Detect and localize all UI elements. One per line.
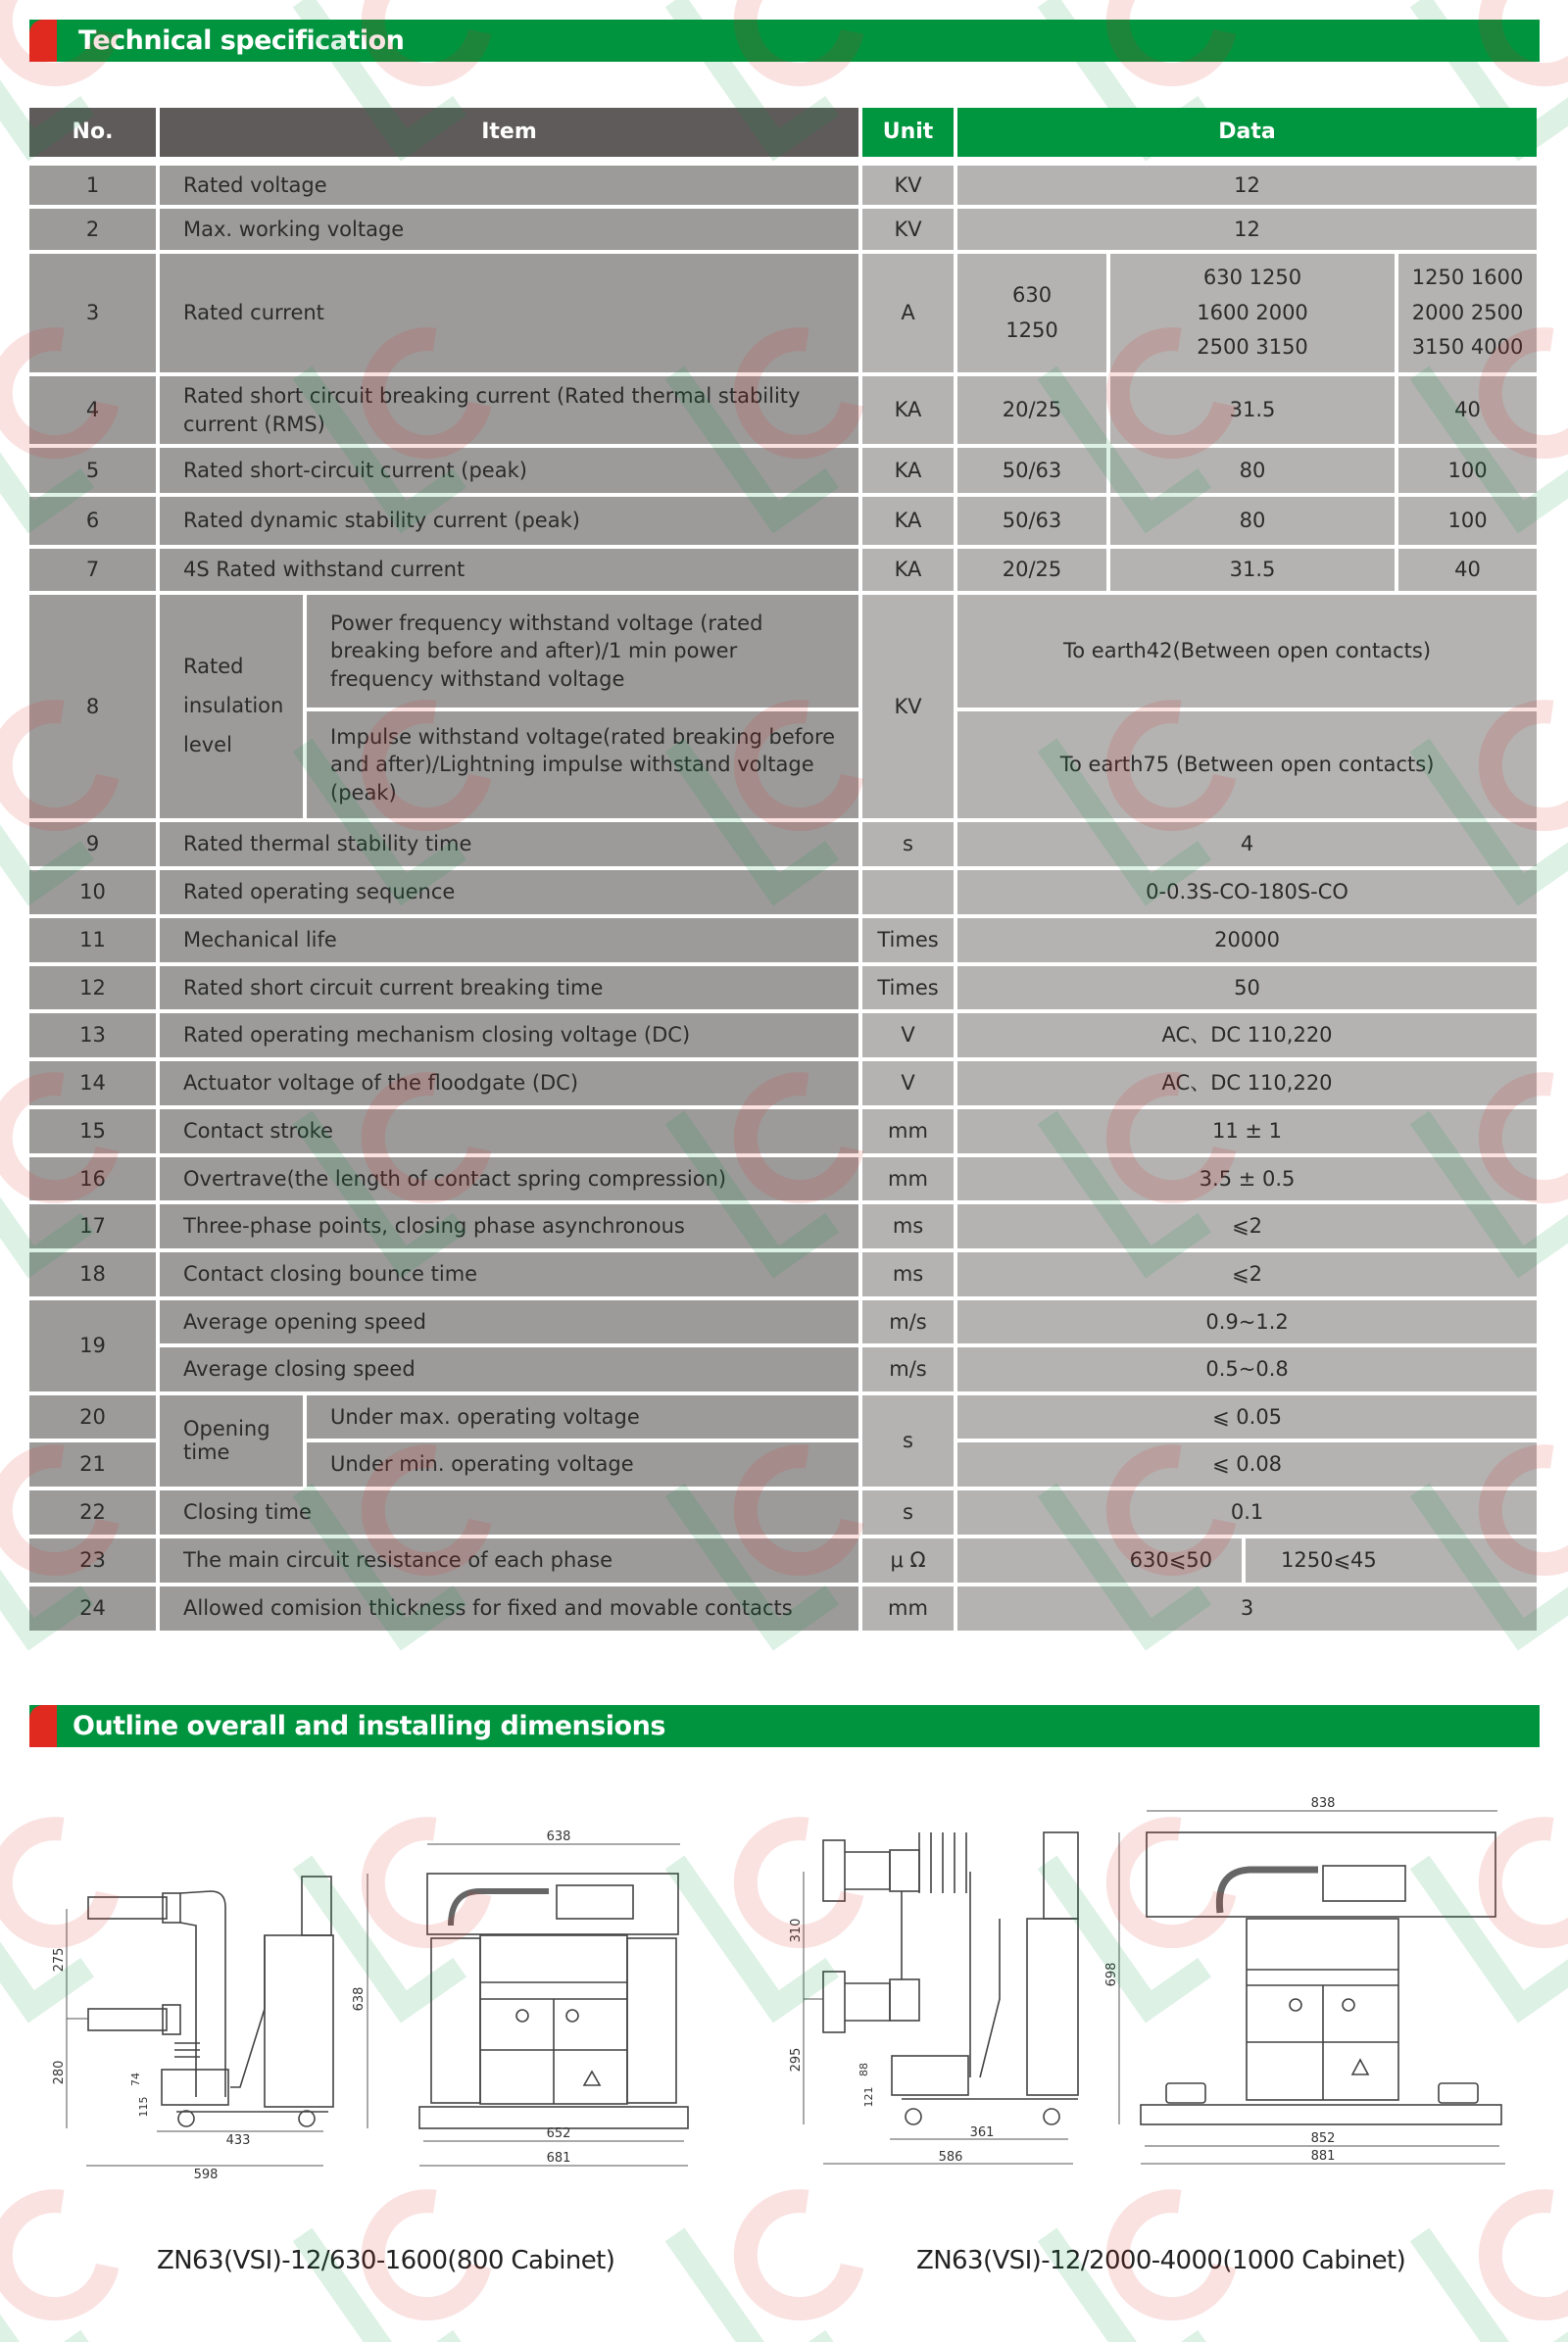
row-data-col2: 80	[1110, 497, 1398, 549]
header-unit: Unit	[862, 108, 957, 166]
row-data: 0.1	[957, 1490, 1537, 1538]
dim-label: 115	[137, 2096, 150, 2118]
row-no: 24	[29, 1586, 160, 1631]
truck-base	[419, 2107, 688, 2128]
dim-label: 838	[1310, 1796, 1336, 1811]
section-header-outline-dimensions	[29, 1705, 1540, 1747]
row-data: 3.5 ± 0.5	[957, 1157, 1537, 1204]
dim-label: 433	[225, 2133, 251, 2148]
mechanism-block	[892, 2056, 968, 2095]
row-data: ⩽ 0.05	[957, 1395, 1537, 1442]
dim-label: 698	[1104, 1962, 1119, 1987]
header-item: Item	[160, 108, 862, 166]
row-item: Rated dynamic stability current (peak)	[160, 497, 862, 549]
row-item: Allowed comision thickness for fixed and movable contacts	[160, 1586, 862, 1631]
row-no: 4	[29, 376, 160, 448]
row-unit: ms	[862, 1252, 957, 1300]
drawing-1-front-view	[412, 1823, 735, 2185]
row-no: 21	[29, 1442, 160, 1490]
dim-label: 638	[546, 1830, 571, 1844]
row-item: Rated short circuit breaking current (Rated thermal stability current (RMS)	[160, 376, 862, 448]
dim-label: 310	[789, 1918, 804, 1943]
row-data: AC、DC 110,220	[957, 1061, 1537, 1109]
table-row	[29, 1347, 1537, 1395]
row-item: Average closing speed	[160, 1347, 862, 1395]
value: 1250 1600	[1411, 265, 1524, 289]
row-item: Rated voltage	[160, 166, 862, 209]
row-unit: ms	[862, 1204, 957, 1252]
table-row	[29, 1013, 1537, 1061]
row-unit: mm	[862, 1109, 957, 1157]
row-unit: V	[862, 1013, 957, 1061]
row-unit: mm	[862, 1586, 957, 1631]
cable-chain	[1219, 1870, 1318, 1913]
lower-contact-arm	[823, 1972, 919, 2032]
upper-contact-arm	[88, 1891, 225, 2097]
group-label-line: Opening	[183, 1417, 270, 1441]
table-row	[29, 870, 1537, 918]
row-unit: m/s	[862, 1347, 957, 1395]
row-no: 14	[29, 1061, 160, 1109]
row-data-col3: 100	[1398, 497, 1537, 549]
row-unit: Times	[862, 966, 957, 1013]
dim-label: 586	[938, 2150, 963, 2165]
drawing-2-front-view	[1127, 1783, 1519, 2185]
row-data: To earth42(Between open contacts)	[957, 595, 1537, 711]
mechanism-block	[162, 2070, 228, 2105]
row-data: ⩽2	[957, 1252, 1537, 1300]
row-group-label	[160, 595, 307, 822]
row-data: ⩽ 0.08	[957, 1442, 1537, 1490]
row-no: 9	[29, 822, 160, 870]
row-data-col3: 40	[1398, 549, 1537, 595]
section-accent	[29, 20, 57, 62]
row-data: 12	[957, 166, 1537, 209]
value: 2000 2500	[1411, 300, 1524, 324]
row-item: 4S Rated withstand current	[160, 549, 862, 595]
drawing-2-caption: ZN63(VSI)-12/2000-4000(1000 Cabinet)	[916, 2246, 1406, 2275]
row-data-col3	[1398, 254, 1537, 376]
row-group-label	[160, 1395, 307, 1490]
row-data-col2: 80	[1110, 448, 1398, 497]
value: 3150 4000	[1411, 335, 1524, 360]
row-item: Contact stroke	[160, 1109, 862, 1157]
row-item: Closing time	[160, 1490, 862, 1538]
row-data: 12	[957, 209, 1537, 254]
row-data: 3	[957, 1586, 1537, 1631]
drawing-1-side-view	[29, 1813, 421, 2185]
section-accent	[29, 1705, 57, 1747]
row-no: 8	[29, 595, 160, 822]
row-no: 3	[29, 254, 160, 376]
table-row	[29, 1109, 1537, 1157]
table-row	[29, 1490, 1537, 1538]
row-unit	[862, 870, 957, 918]
table-row	[29, 549, 1537, 595]
row-item: Rated current	[160, 254, 862, 376]
table-row	[29, 966, 1537, 1013]
row-unit: A	[862, 254, 957, 376]
row-data-col1	[957, 254, 1110, 376]
dim-label: 852	[1310, 2131, 1336, 2146]
closing-button-icon	[566, 2010, 578, 2022]
row-data-col1: 20/25	[957, 376, 1110, 448]
group-label-line: level	[183, 732, 232, 756]
row-subitem: Under min. operating voltage	[307, 1442, 862, 1490]
row-data-col2	[1110, 254, 1398, 376]
section-title: Outline overall and installing dimensions	[73, 1711, 665, 1741]
cable-chain	[451, 1891, 549, 1926]
chassis	[176, 1877, 333, 2126]
truck-base	[1141, 2105, 1501, 2124]
section-header-technical-specification	[29, 20, 1540, 62]
insulator-fins	[902, 1832, 970, 2077]
row-unit: Times	[862, 918, 957, 966]
dim-label: 295	[789, 2047, 804, 2073]
row-unit: s	[862, 822, 957, 870]
row-no: 18	[29, 1252, 160, 1300]
top-frame	[427, 1874, 678, 1934]
row-no: 15	[29, 1109, 160, 1157]
value: 1250	[1005, 317, 1058, 342]
row-unit: KV	[862, 209, 957, 254]
value: 2500 3150	[1197, 335, 1308, 360]
row-data-col1: 20/25	[957, 549, 1110, 595]
row-no: 2	[29, 209, 160, 254]
table-row	[29, 1204, 1537, 1252]
row-no: 1	[29, 166, 160, 209]
row-subitem: Power frequency withstand voltage (rated breaking before and after)/1 min power frequency withstand voltage	[307, 595, 862, 711]
row-no: 5	[29, 448, 160, 497]
table-header-row	[29, 108, 1537, 166]
handle-box	[1323, 1866, 1405, 1901]
row-unit: KV	[862, 166, 957, 209]
dimension-lines	[804, 1832, 1119, 2164]
table-row	[29, 448, 1537, 497]
row-item: Mechanical life	[160, 918, 862, 966]
header-no: No.	[29, 108, 160, 166]
row-unit: KV	[862, 595, 957, 822]
row-item: Rated operating mechanism closing voltage (DC)	[160, 1013, 862, 1061]
row-data: 50	[957, 966, 1537, 1013]
table-row	[29, 1538, 1537, 1586]
row-no: 7	[29, 549, 160, 595]
top-frame	[1147, 1832, 1495, 1917]
row-data-col3: 40	[1398, 376, 1537, 448]
row-unit: μ Ω	[862, 1538, 957, 1586]
dim-label: 652	[546, 2126, 571, 2141]
row-no: 23	[29, 1538, 160, 1586]
table-row	[29, 166, 1537, 209]
row-no: 17	[29, 1204, 160, 1252]
row-no: 10	[29, 870, 160, 918]
group-label-line: insulation	[183, 694, 284, 718]
row-data-col2: 31.5	[1110, 376, 1398, 448]
dim-label: 638	[352, 1986, 367, 2012]
row-no: 22	[29, 1490, 160, 1538]
watermark-logo	[1420, 2162, 1568, 2342]
drawing-1-caption: ZN63(VSI)-12/630-1600(800 Cabinet)	[157, 2246, 615, 2275]
drawing-2-side-view	[774, 1803, 1147, 2185]
row-no: 19	[29, 1300, 160, 1395]
row-subitem: Under max. operating voltage	[307, 1395, 862, 1442]
closing-button-icon	[1343, 1999, 1354, 2011]
handle-box	[557, 1885, 633, 1919]
value: 1600 2000	[1197, 300, 1308, 324]
row-no: 12	[29, 966, 160, 1013]
row-data-col2: 1250⩽45	[1246, 1538, 1537, 1586]
row-no: 16	[29, 1157, 160, 1204]
row-no: 11	[29, 918, 160, 966]
group-label-line: time	[183, 1439, 230, 1464]
dim-label: 361	[969, 2125, 995, 2140]
dim-label: 275	[52, 1947, 67, 1973]
dim-label: 121	[862, 2086, 875, 2108]
row-data: 20000	[957, 918, 1537, 966]
row-data-col1: 50/63	[957, 448, 1110, 497]
row-unit: KA	[862, 497, 957, 549]
value: 630	[1011, 282, 1053, 307]
upper-contact-arm	[823, 1840, 919, 1901]
row-data: 0-0.3S-CO-180S-CO	[957, 870, 1537, 918]
row-data-col1: 50/63	[957, 497, 1110, 549]
section-title: Technical specification	[78, 25, 405, 56]
table-row	[29, 1157, 1537, 1204]
table-row	[29, 497, 1537, 549]
row-data: To earth75 (Between open contacts)	[957, 711, 1537, 822]
row-no: 6	[29, 497, 160, 549]
row-item: Actuator voltage of the floodgate (DC)	[160, 1061, 862, 1109]
dim-label: 598	[193, 2168, 219, 2182]
dim-label: 881	[1310, 2149, 1336, 2164]
table-row	[29, 1395, 1537, 1442]
table-row	[29, 595, 1537, 711]
row-unit: s	[862, 1490, 957, 1538]
warning-triangle-icon	[584, 2072, 600, 2085]
header-data: Data	[957, 108, 1537, 166]
table-row	[29, 1252, 1537, 1300]
watermark-logo	[675, 2162, 881, 2342]
lower-contact-arm	[88, 2005, 180, 2034]
row-data: 0.9~1.2	[957, 1300, 1537, 1347]
row-data: 4	[957, 822, 1537, 870]
dimension-lines	[67, 1874, 368, 2166]
opening-button-icon	[516, 2010, 528, 2022]
row-data-col3: 100	[1398, 448, 1537, 497]
row-data-col2: 31.5	[1110, 549, 1398, 595]
row-item: The main circuit resistance of each phase	[160, 1538, 862, 1586]
row-item: Rated short circuit current breaking time	[160, 966, 862, 1013]
row-item: Rated operating sequence	[160, 870, 862, 918]
row-no: 13	[29, 1013, 160, 1061]
row-item: Average opening speed	[160, 1300, 862, 1347]
table-row	[29, 1061, 1537, 1109]
row-data: AC、DC 110,220	[957, 1013, 1537, 1061]
row-unit: KA	[862, 549, 957, 595]
table-row	[29, 254, 1537, 376]
table-row	[29, 1300, 1537, 1347]
spec-table	[29, 108, 1537, 1631]
dim-label: 280	[52, 2060, 67, 2085]
row-item: Max. working voltage	[160, 209, 862, 254]
value: 630 1250	[1202, 265, 1302, 289]
table-row	[29, 376, 1537, 448]
row-item: Rated short-circuit current (peak)	[160, 448, 862, 497]
row-unit: KA	[862, 376, 957, 448]
row-item: Rated thermal stability time	[160, 822, 862, 870]
row-unit: m/s	[862, 1300, 957, 1347]
row-no: 20	[29, 1395, 160, 1442]
row-item: Overtrave(the length of contact spring compression)	[160, 1157, 862, 1204]
opening-button-icon	[1290, 1999, 1301, 2011]
chassis	[902, 1832, 1078, 2124]
warning-triangle-icon	[1352, 2060, 1368, 2074]
group-label-line: Rated	[183, 655, 244, 679]
row-data: 0.5~0.8	[957, 1347, 1537, 1395]
row-unit: mm	[862, 1157, 957, 1204]
table-row	[29, 822, 1537, 870]
row-unit: KA	[862, 448, 957, 497]
table-row	[29, 209, 1537, 254]
row-item: Three-phase points, closing phase asynchronous	[160, 1204, 862, 1252]
row-subitem: Impulse withstand voltage(rated breaking before and after)/Lightning impulse withstand voltage (peak)	[307, 711, 862, 822]
dim-label: 74	[129, 2073, 142, 2086]
row-unit: s	[862, 1395, 957, 1490]
table-row	[29, 918, 1537, 966]
row-item: Contact closing bounce time	[160, 1252, 862, 1300]
row-data: 11 ± 1	[957, 1109, 1537, 1157]
watermark-logo	[0, 2162, 135, 2342]
row-data: ⩽2	[957, 1204, 1537, 1252]
row-data-col1: 630⩽50	[957, 1538, 1246, 1586]
row-unit: V	[862, 1061, 957, 1109]
dim-label: 88	[858, 2063, 870, 2076]
dim-label: 681	[546, 2151, 571, 2166]
table-row	[29, 1586, 1537, 1631]
